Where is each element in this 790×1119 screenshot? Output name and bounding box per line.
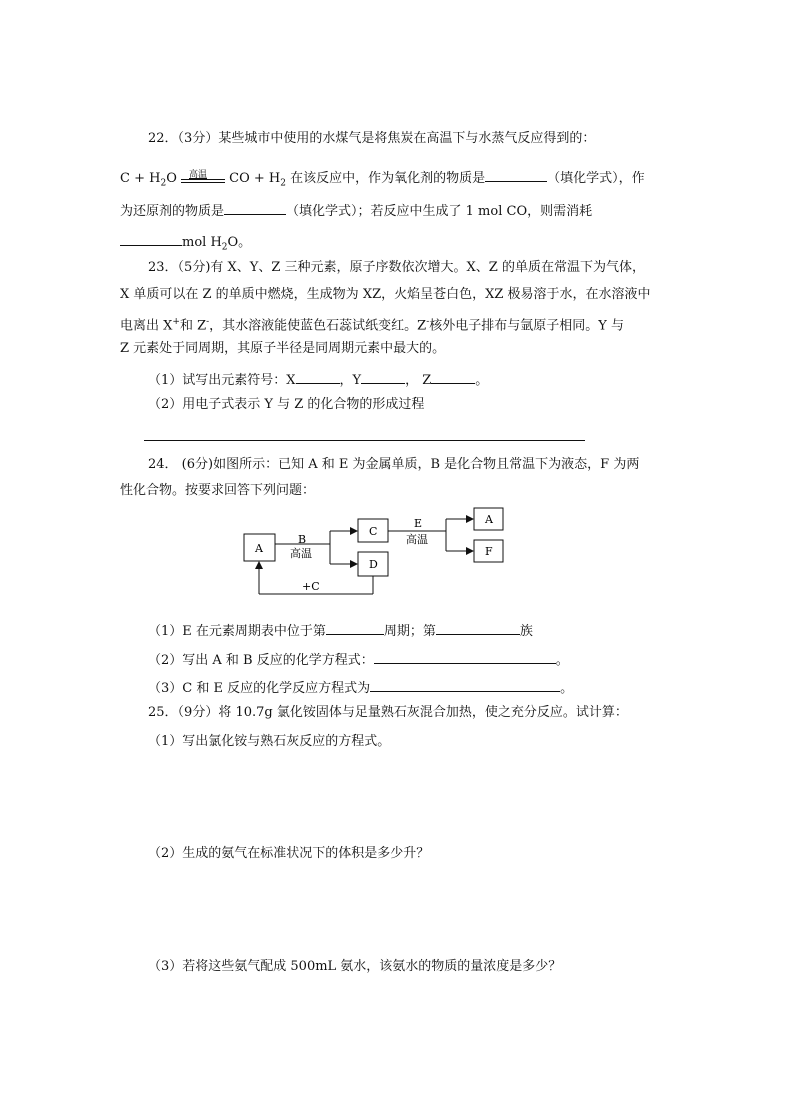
q22-line2: $C + H_2O$ 高温 CO + $H_2$ 在该反应中，作为氧化剂的物质是 （填化学式），作 (120, 167, 645, 193)
q24-line1: 24． (6分)如图所示：已知 A 和 E 为金属单质，B 是化合物且常温下为液态，F 为两 (148, 457, 640, 472)
q25-sub3: （3）若将这些氨气配成 500mL 氨水，该氨水的物质的量浓度是多少？ (148, 959, 562, 974)
q25-line1: 25．（9分）将 10.7g 氯化铵固体与足量熟石灰混合加热，使之充分反应。试计算： (148, 705, 628, 720)
q25-sub2: （2）生成的氨气在标准状况下的体积是多少升？ (148, 846, 430, 861)
q23-line4: Z 元素处于同周期，其原子半径是同周期元素中最大的。 (120, 341, 446, 356)
answer-blank-period[interactable] (326, 620, 384, 635)
q23-sub1: （1）试写出元素符号：X ，Y ， Z 。 (148, 369, 488, 390)
q23-line3: 电离出 X+和 Z-，其水溶液能使蓝色石蕊试纸变红。Z-核外电子排布与氩原子相同。Y 与 (120, 317, 624, 334)
answer-blank-z[interactable] (431, 369, 475, 384)
q24-sub1: （1）E 在元素周期表中位于第 周期；第 族 (148, 620, 533, 641)
q25-sub1: （1）写出氯化铵与熟石灰反应的方程式。 (148, 734, 391, 749)
answer-blank[interactable] (485, 167, 547, 182)
label-high-temp-2: 高温 (406, 533, 428, 546)
box-a-label: A (255, 542, 263, 555)
answer-blank-y[interactable] (361, 369, 405, 384)
q23-answer-line[interactable] (144, 440, 585, 441)
box-c-label: C (369, 525, 378, 538)
label-plus-c: +C (302, 580, 320, 593)
answer-blank-equation-ce[interactable] (370, 677, 560, 692)
q22-line4: mol $H_2O$。 (120, 231, 251, 257)
label-b: B (298, 533, 307, 546)
q23-line2: X 单质可以在 Z 的单质中燃烧，生成物为 XZ，火焰呈苍白色，XZ 极易溶于水，在水溶液中 (120, 287, 651, 302)
answer-blank-group[interactable] (436, 620, 520, 635)
box-f-label: F (485, 545, 493, 558)
answer-blank-x[interactable] (296, 369, 340, 384)
q22-line3: 为还原剂的物质是 （填化学式）；若反应中生成了 1 mol CO，则需消耗 (120, 200, 592, 221)
q23-line1: 23．（5分)有 X、Y、Z 三种元素，原子序数依次增大。X、Z 的单质在常温下为气体， (148, 260, 645, 275)
q22-equation: $C + H_2O$ 高温 CO + $H_2$ (120, 169, 286, 189)
reaction-condition: 高温 (181, 170, 225, 188)
answer-blank[interactable] (224, 200, 286, 215)
box-d-label: D (369, 558, 378, 571)
q24-sub2: （2）写出 A 和 B 反应的化学方程式： 。 (148, 649, 569, 670)
q22-line1: 22．（3分）某些城市中使用的水煤气是将焦炭在高温下与水蒸气反应得到的： (148, 131, 596, 146)
reaction-flow-diagram (242, 502, 512, 598)
answer-blank-equation-ab[interactable] (374, 649, 556, 664)
label-e: E (414, 517, 423, 530)
label-high-temp-1: 高温 (290, 547, 312, 560)
box-a2-label: A (485, 513, 493, 526)
q23-sub2: （2）用电子式表示 Y 与 Z 的化合物的形成过程 (148, 397, 425, 412)
answer-blank[interactable] (120, 231, 182, 246)
q24-sub3: （3）C 和 E 反应的化学反应方程式为 。 (148, 677, 573, 698)
q24-line2: 性化合物。按要求回答下列问题： (120, 483, 316, 498)
